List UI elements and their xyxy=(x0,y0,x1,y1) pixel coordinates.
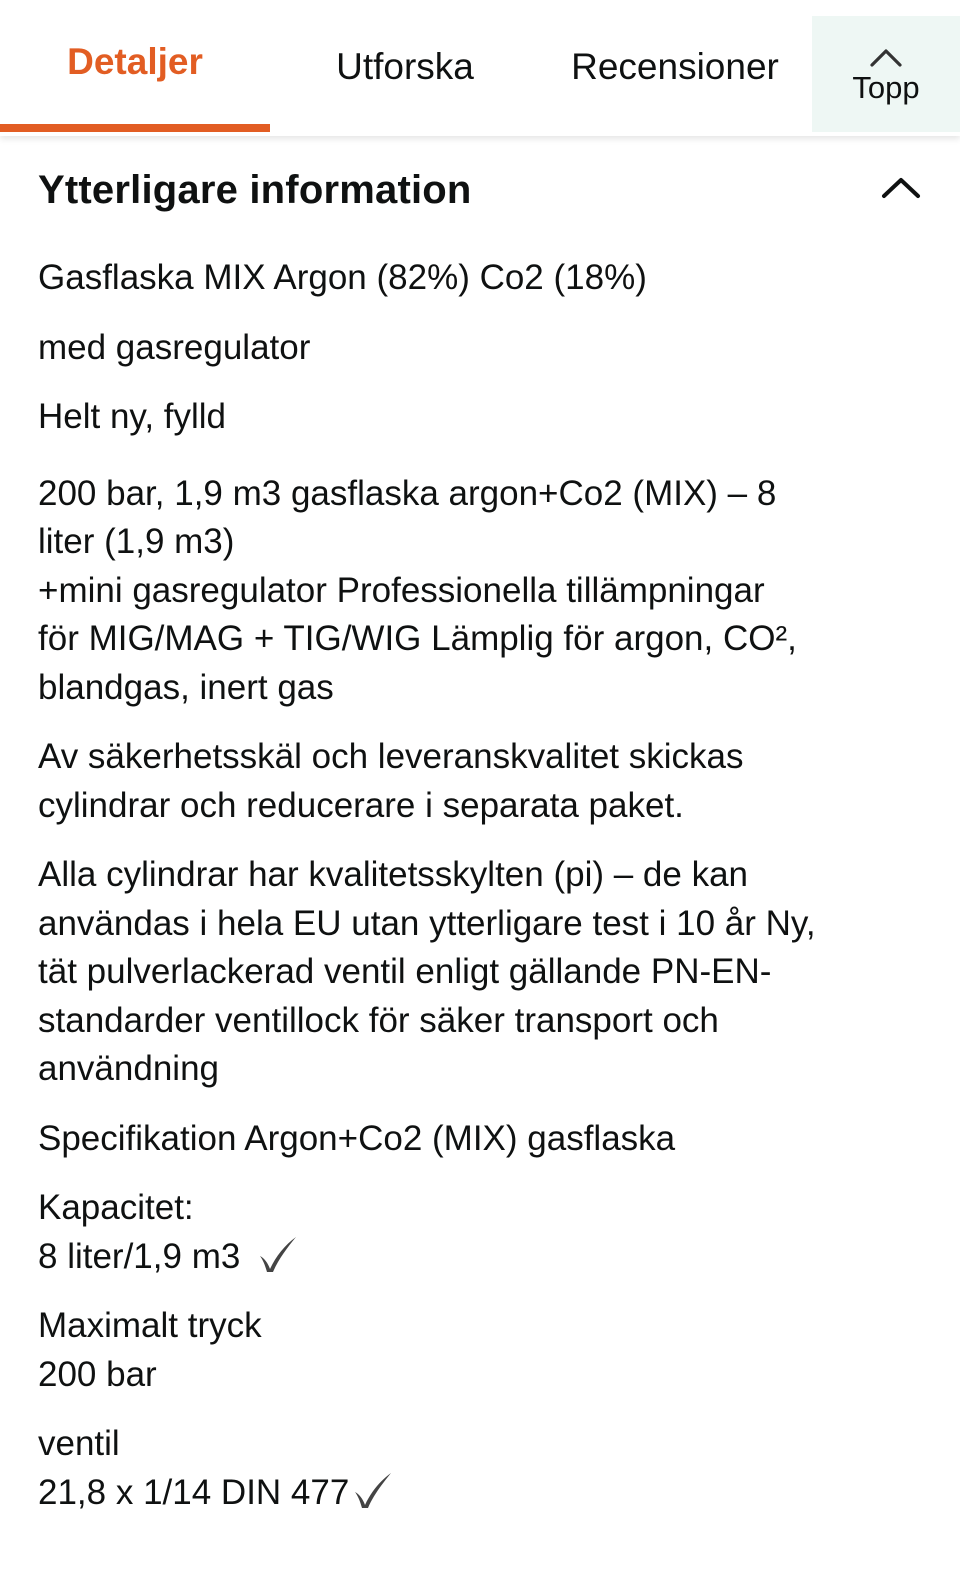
description-line: +mini gasregulator Professionella tillämpningar xyxy=(38,570,765,610)
description-line: blandgas, inert gas xyxy=(38,667,334,707)
description-paragraph xyxy=(38,324,928,373)
description-line: tät pulverlackerad ventil enligt gällande PN-EN- xyxy=(38,952,772,991)
description-paragraph xyxy=(38,393,928,442)
chevron-up-icon xyxy=(869,46,903,68)
tab-explore[interactable] xyxy=(300,0,510,133)
spec-label: ventil xyxy=(38,1424,120,1463)
description-line: standarder ventillock för säker transport och xyxy=(38,1000,719,1040)
spec-capacity xyxy=(38,1184,928,1281)
description-line: 200 bar, 1,9 m3 gasflaska argon+Co2 (MIX) – 8 xyxy=(38,473,777,513)
tab-details[interactable] xyxy=(0,0,270,133)
product-description xyxy=(38,254,928,1517)
description-text: Helt ny, fylld xyxy=(38,397,227,436)
description-line: liter (1,9 m3) xyxy=(38,522,235,561)
description-line: cylindrar och reducerare i separata paket. xyxy=(38,785,684,825)
section-header[interactable] xyxy=(38,136,928,254)
description-text: med gasregulator xyxy=(38,327,311,367)
tab-reviews[interactable] xyxy=(540,0,810,133)
spec-label: Maximalt tryck xyxy=(38,1306,262,1345)
description-text: Gasflaska MIX Argon (82%) Co2 (18%) xyxy=(38,258,647,297)
tab-explore-label: Utforska xyxy=(336,45,474,87)
main-content xyxy=(38,136,928,1538)
description-line: användning xyxy=(38,1049,219,1088)
description-paragraph xyxy=(38,733,928,830)
spec-label: Kapacitet: xyxy=(38,1188,194,1227)
spec-value: 200 bar xyxy=(38,1354,157,1394)
description-line: för MIG/MAG + TIG/WIG Lämplig för argon, CO², xyxy=(38,619,797,658)
tab-details-label: Detaljer xyxy=(67,40,203,82)
spec-value: 21,8 x 1/14 DIN 477 xyxy=(38,1472,350,1512)
spec-valve xyxy=(38,1420,928,1517)
back-to-top-button[interactable] xyxy=(812,16,960,132)
tab-reviews-label: Recensioner xyxy=(571,45,779,87)
description-text: Specifikation Argon+Co2 (MIX) gasflaska xyxy=(38,1118,676,1158)
description-paragraph xyxy=(38,254,928,303)
chevron-up-icon xyxy=(878,170,924,210)
checkmark-icon xyxy=(349,1470,395,1510)
collapse-button[interactable] xyxy=(878,170,924,210)
tab-bar xyxy=(0,0,960,136)
spec-pressure xyxy=(38,1302,928,1399)
section-title: Ytterligare information xyxy=(38,168,472,212)
active-tab-indicator xyxy=(0,124,270,132)
description-paragraph xyxy=(38,1115,928,1164)
spec-value: 8 liter/1,9 m3 xyxy=(38,1236,241,1276)
description-line: Av säkerhetsskäl och leveranskvalitet skickas xyxy=(38,737,744,776)
checkmark-icon xyxy=(254,1234,300,1274)
description-line: användas i hela EU utan ytterligare test i 10 år Ny, xyxy=(38,903,816,943)
description-line: Alla cylindrar har kvalitetsskylten (pi) – de kan xyxy=(38,855,749,894)
description-paragraph xyxy=(38,851,928,1094)
description-paragraph xyxy=(38,470,928,713)
back-to-top-label: Topp xyxy=(852,70,920,105)
